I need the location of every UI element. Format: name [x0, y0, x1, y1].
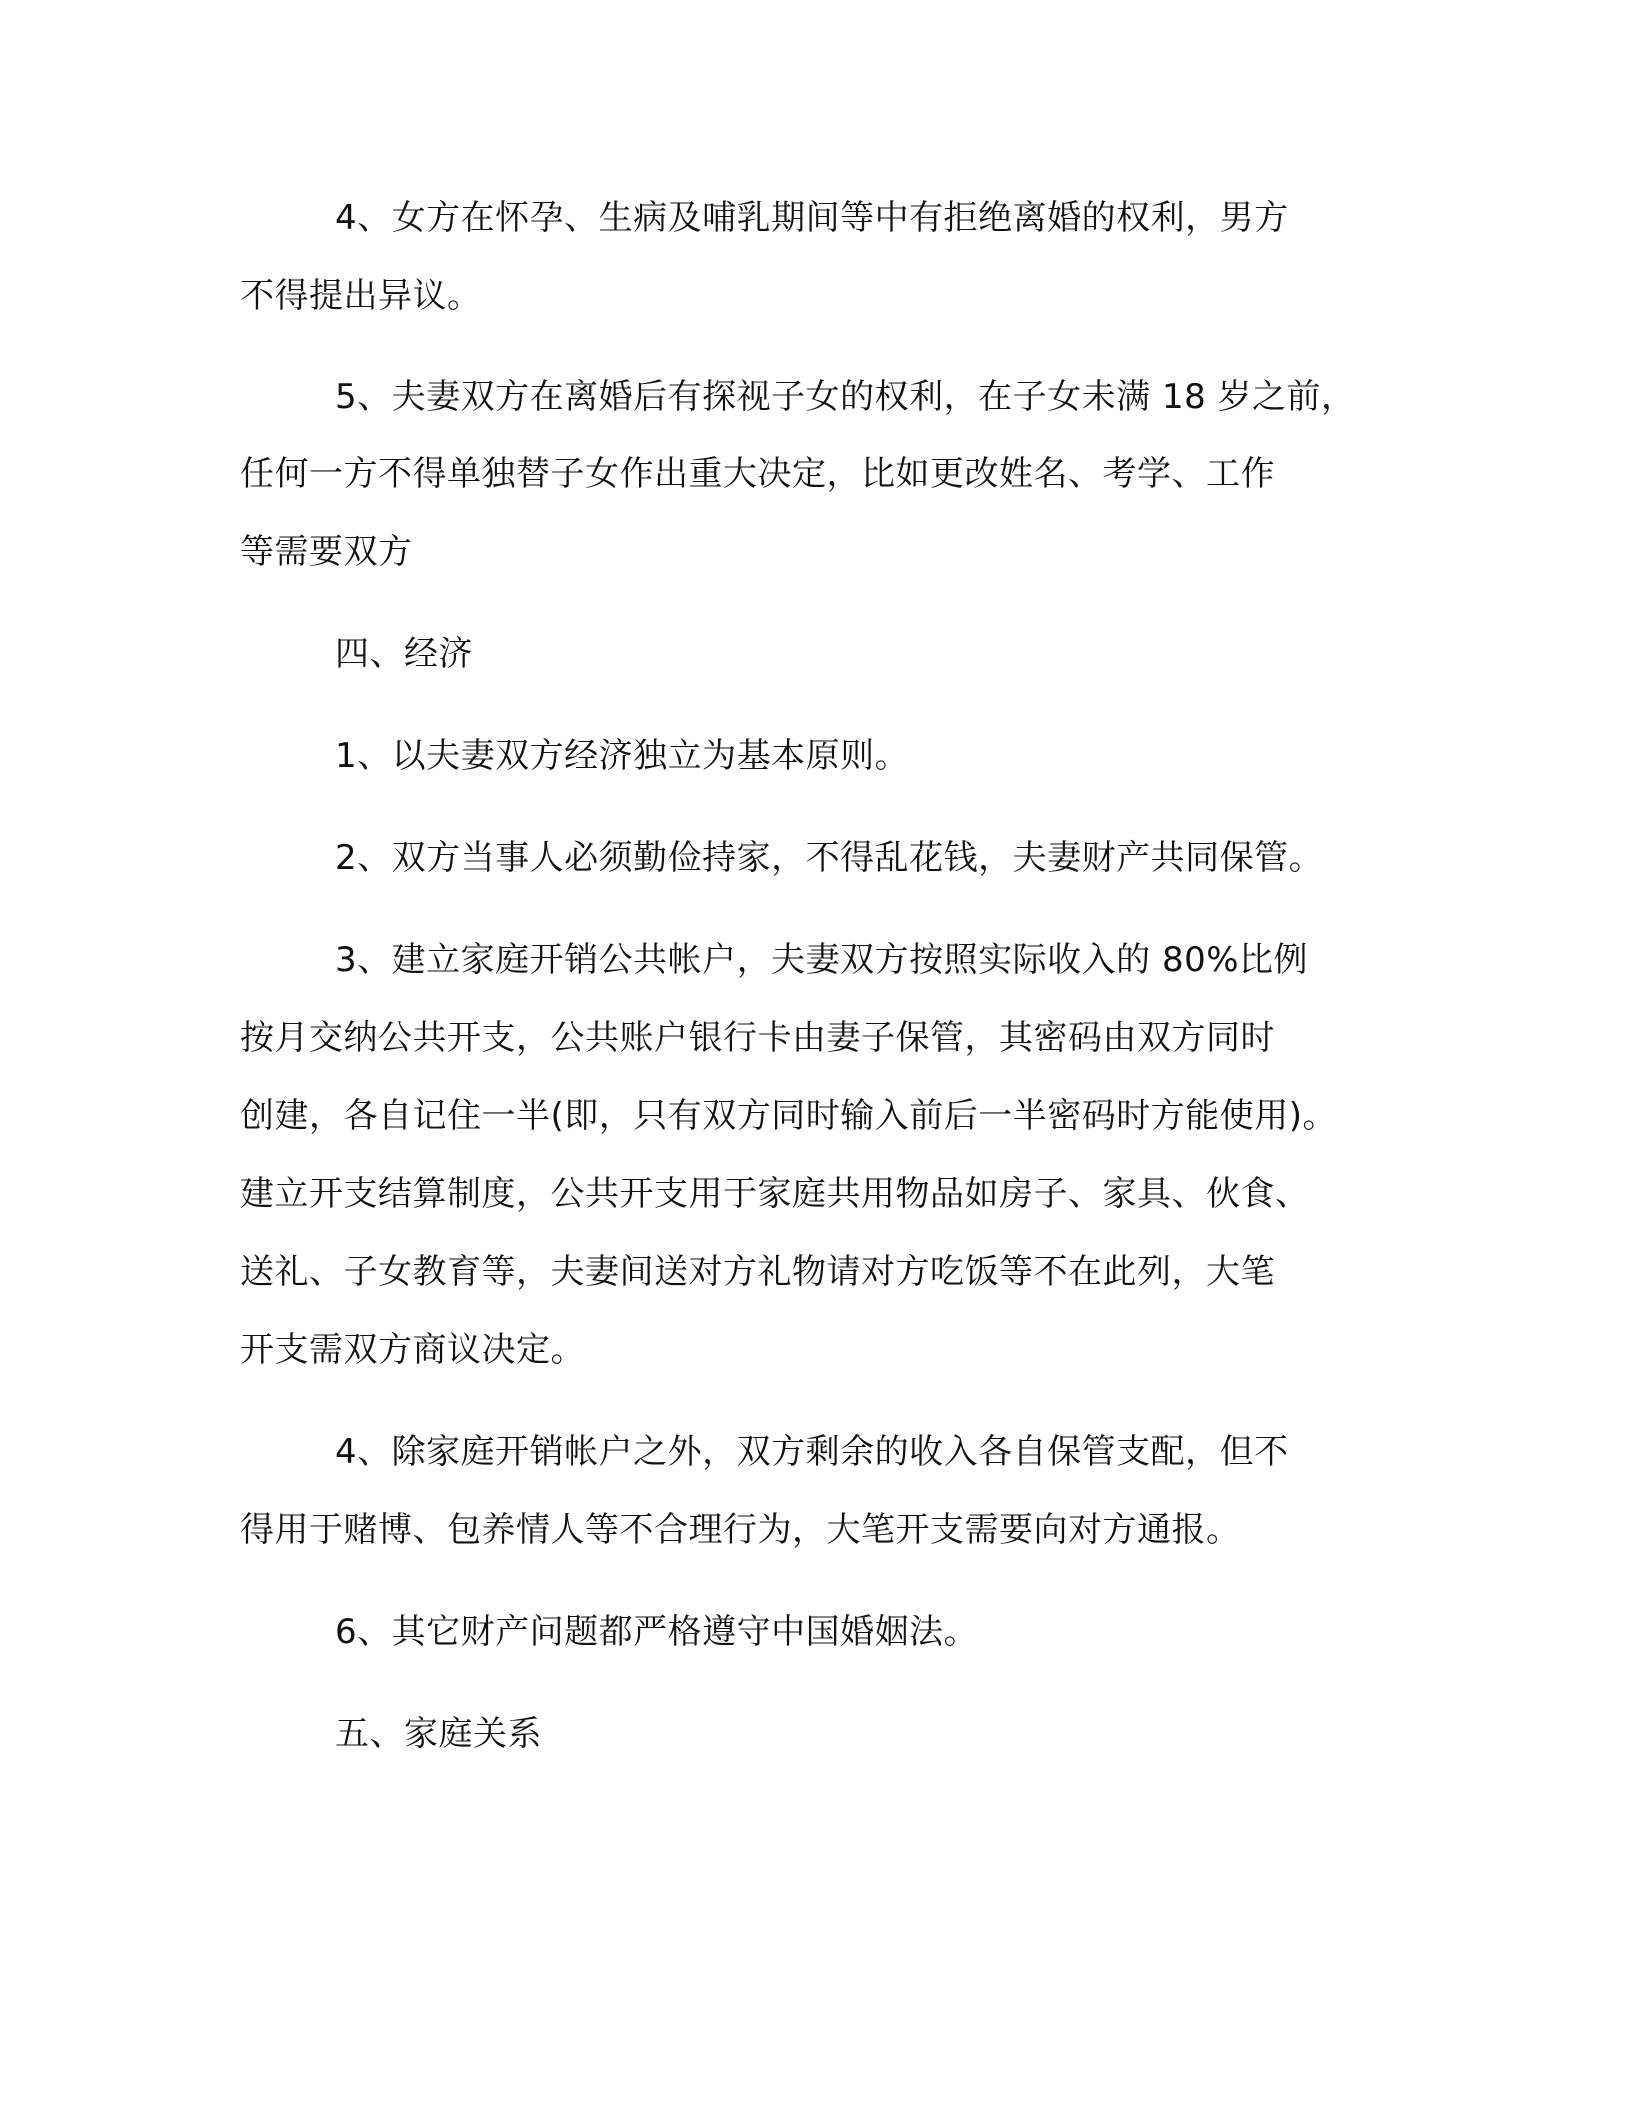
section-heading: 五、家庭关系 — [335, 1714, 542, 1754]
text-line: 4、女方在怀孕、生病及哺乳期间等中有拒绝离婚的权利，男方 — [335, 198, 1289, 238]
text-line: 1、以夫妻双方经济独立为基本原则。 — [335, 736, 910, 776]
text-line: 任何一方不得单独替子女作出重大决定，比如更改姓名、考学、工作 — [240, 454, 1275, 494]
text-line: 3、建立家庭开销公共帐户，夫妻双方按照实际收入的 80%比例 — [335, 940, 1309, 980]
text-line: 送礼、子女教育等，夫妻间送对方礼物请对方吃饭等不在此列，大笔 — [240, 1252, 1275, 1292]
text-line: 不得提出异议。 — [240, 276, 482, 316]
text-line: 按月交纳公共开支，公共账户银行卡由妻子保管，其密码由双方同时 — [240, 1018, 1275, 1058]
text-line: 6、其它财产问题都严格遵守中国婚姻法。 — [335, 1612, 979, 1652]
text-line: 创建，各自记住一半(即，只有双方同时输入前后一半密码时方能使用)。 — [240, 1096, 1338, 1136]
section-heading: 四、经济 — [335, 634, 473, 674]
text-line: 5、夫妻双方在离婚后有探视子女的权利，在子女未满 18 岁之前， — [335, 377, 1356, 417]
text-line: 2、双方当事人必须勤俭持家，不得乱花钱，夫妻财产共同保管。 — [335, 838, 1324, 878]
text-line: 4、除家庭开销帐户之外，双方剩余的收入各自保管支配，但不 — [335, 1432, 1289, 1472]
text-line: 开支需双方商议决定。 — [240, 1330, 585, 1370]
text-line: 建立开支结算制度，公共开支用于家庭共用物品如房子、家具、伙食、 — [240, 1174, 1310, 1214]
text-line: 等需要双方 — [240, 532, 413, 572]
text-line: 得用于赌博、包养情人等不合理行为，大笔开支需要向对方通报。 — [240, 1510, 1241, 1550]
